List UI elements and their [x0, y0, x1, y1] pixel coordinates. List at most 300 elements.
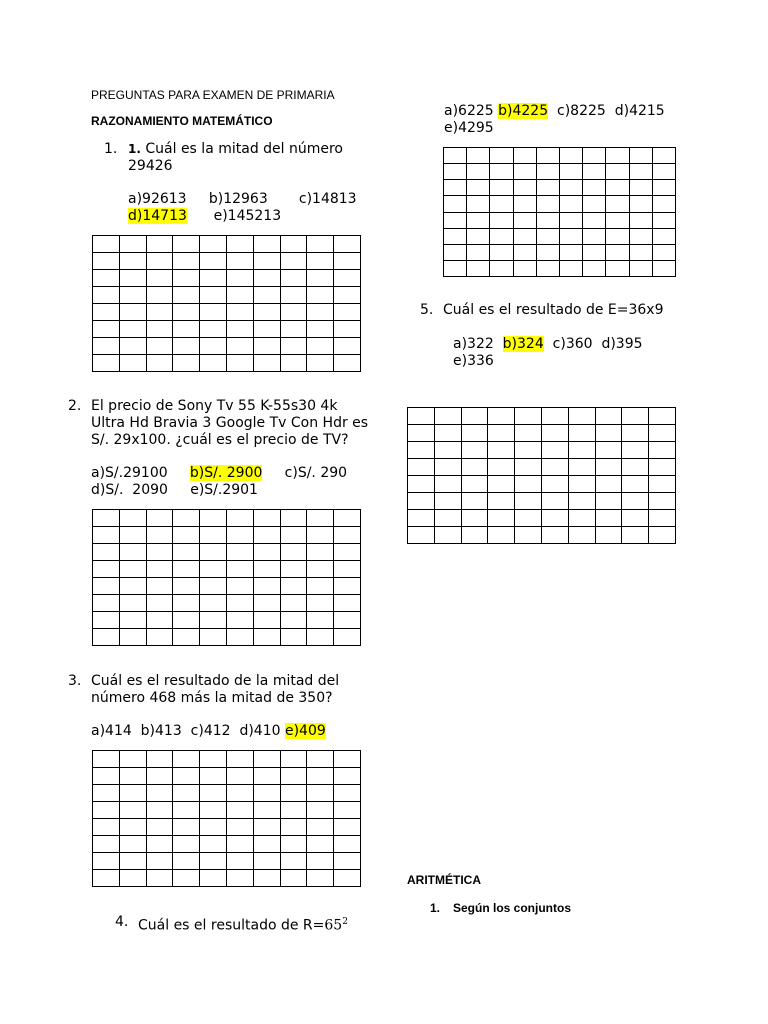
grid-cell: [444, 213, 467, 229]
q3-option-e-answer: e)409: [284, 723, 326, 739]
grid-cell: [147, 236, 174, 253]
grid-cell: [334, 321, 361, 338]
grid-cell: [490, 180, 513, 196]
q2-line1: El precio de Sony Tv 55 K-55s30 4k: [91, 398, 338, 414]
grid-cell: [467, 213, 490, 229]
grid-cell: [120, 819, 147, 836]
grid-cell: [488, 527, 515, 544]
grid-cell: [307, 236, 334, 253]
grid-cell: [120, 561, 147, 578]
grid-cell: [307, 802, 334, 819]
grid-cell: [200, 510, 227, 527]
grid-cell: [569, 476, 596, 493]
grid-cell: [254, 510, 281, 527]
grid-cell: [606, 245, 629, 261]
arithmetic-item-text: Según los conjuntos: [453, 901, 572, 915]
grid-cell: [254, 338, 281, 355]
grid-cell: [583, 245, 606, 261]
q4-options-row2: [444, 120, 494, 137]
grid-cell: [93, 768, 120, 785]
grid-cell: [120, 870, 147, 887]
section-title: RAZONAMIENTO MATEMÁTICO: [91, 114, 273, 128]
grid-cell: [630, 148, 653, 164]
grid-cell: [93, 819, 120, 836]
grid-cell: [515, 425, 542, 442]
grid-cell: [200, 853, 227, 870]
grid-cell: [334, 751, 361, 768]
grid-cell: [93, 612, 120, 629]
q2-line3: S/. 29x100. ¿cuál es el precio de TV?: [91, 432, 349, 448]
q5-option-a: a)322: [453, 336, 494, 352]
grid-cell: [200, 595, 227, 612]
grid-cell: [120, 785, 147, 802]
q3-option-b: b)413: [140, 723, 182, 739]
grid-cell: [254, 527, 281, 544]
grid-cell: [120, 612, 147, 629]
grid-cell: [254, 768, 281, 785]
grid-cell: [173, 819, 200, 836]
grid-cell: [653, 229, 676, 245]
grid-cell: [560, 245, 583, 261]
q3-option-c: c)412: [190, 723, 231, 739]
grid-cell: [408, 510, 435, 527]
grid-cell: [649, 459, 676, 476]
grid-cell: [227, 595, 254, 612]
grid-cell: [281, 819, 308, 836]
grid-cell: [173, 629, 200, 646]
grid-cell: [542, 442, 569, 459]
q5-options-row2: [453, 353, 494, 370]
grid-cell: [583, 180, 606, 196]
grid-cell: [467, 148, 490, 164]
grid-cell: [147, 321, 174, 338]
grid-cell: [120, 510, 147, 527]
grid-cell: [653, 245, 676, 261]
grid-cell: [173, 287, 200, 304]
grid-cell: [281, 561, 308, 578]
grid-cell: [307, 355, 334, 372]
grid-cell: [537, 261, 560, 277]
grid-cell: [606, 229, 629, 245]
grid-cell: [649, 476, 676, 493]
grid-cell: [408, 476, 435, 493]
grid-cell: [173, 802, 200, 819]
grid-cell: [435, 408, 462, 425]
grid-cell: [560, 180, 583, 196]
grid-cell: [281, 785, 308, 802]
grid-cell: [281, 853, 308, 870]
grid-cell: [537, 245, 560, 261]
grid-cell: [200, 561, 227, 578]
grid-cell: [542, 527, 569, 544]
grid-cell: [254, 287, 281, 304]
grid-cell: [514, 164, 537, 180]
grid-cell: [490, 164, 513, 180]
grid-cell: [334, 287, 361, 304]
grid-cell: [120, 253, 147, 270]
grid-cell: [408, 408, 435, 425]
q2-option-e: e)S/.2901: [190, 482, 258, 498]
q2-text: [91, 398, 381, 449]
grid-cell: [596, 425, 623, 442]
grid-cell: [649, 442, 676, 459]
q1-option-b: b)12963: [208, 191, 268, 207]
grid-cell: [408, 459, 435, 476]
grid-cell: [254, 785, 281, 802]
arithmetic-item-number: 1.: [430, 901, 441, 915]
grid-cell: [488, 459, 515, 476]
grid-cell: [307, 561, 334, 578]
grid-cell: [307, 510, 334, 527]
grid-cell: [606, 261, 629, 277]
grid-cell: [173, 270, 200, 287]
grid-cell: [569, 527, 596, 544]
grid-cell: [334, 768, 361, 785]
grid-cell: [537, 213, 560, 229]
grid-cell: [490, 261, 513, 277]
grid-cell: [254, 321, 281, 338]
grid-cell: [467, 245, 490, 261]
grid-cell: [120, 321, 147, 338]
grid-cell: [147, 785, 174, 802]
grid-cell: [435, 527, 462, 544]
grid-cell: [227, 802, 254, 819]
q5-option-d: d)395: [601, 336, 643, 352]
grid-cell: [93, 527, 120, 544]
grid-cell: [147, 561, 174, 578]
grid-cell: [537, 196, 560, 212]
grid-cell: [334, 561, 361, 578]
grid-cell: [334, 338, 361, 355]
grid-cell: [622, 493, 649, 510]
grid-cell: [630, 196, 653, 212]
grid-cell: [173, 544, 200, 561]
grid-cell: [227, 561, 254, 578]
grid-cell: [514, 180, 537, 196]
grid-cell: [514, 245, 537, 261]
grid-cell: [173, 355, 200, 372]
grid-cell: [542, 476, 569, 493]
q1-line1: Cuál es la mitad del número: [145, 141, 344, 157]
grid-cell: [462, 459, 489, 476]
grid-cell: [120, 853, 147, 870]
grid-cell: [653, 148, 676, 164]
grid-cell: [120, 355, 147, 372]
grid-cell: [281, 802, 308, 819]
grid-cell: [596, 408, 623, 425]
grid-cell: [147, 270, 174, 287]
grid-cell: [173, 338, 200, 355]
grid-cell: [254, 595, 281, 612]
grid-cell: [200, 802, 227, 819]
grid-cell: [120, 236, 147, 253]
arithmetic-section-title: ARITMÉTICA: [407, 873, 481, 887]
grid-cell: [560, 261, 583, 277]
grid-cell: [514, 213, 537, 229]
grid-cell: [227, 870, 254, 887]
grid-cell: [307, 321, 334, 338]
grid-cell: [173, 853, 200, 870]
grid-cell: [200, 355, 227, 372]
grid-cell: [120, 751, 147, 768]
grid-cell: [254, 355, 281, 372]
grid-cell: [444, 261, 467, 277]
grid-cell: [254, 802, 281, 819]
grid-cell: [147, 527, 174, 544]
grid-cell: [334, 527, 361, 544]
grid-cell: [488, 476, 515, 493]
grid-cell: [435, 493, 462, 510]
grid-cell: [560, 229, 583, 245]
grid-cell: [444, 196, 467, 212]
grid-cell: [227, 304, 254, 321]
grid-cell: [560, 213, 583, 229]
grid-cell: [200, 321, 227, 338]
grid-cell: [334, 819, 361, 836]
q4-text: [138, 914, 348, 935]
grid-cell: [467, 261, 490, 277]
grid-cell: [93, 561, 120, 578]
grid-cell: [560, 148, 583, 164]
grid-cell: [467, 229, 490, 245]
grid-cell: [467, 180, 490, 196]
grid-cell: [120, 578, 147, 595]
q2-options-row2: [91, 482, 258, 499]
grid-cell: [281, 270, 308, 287]
grid-cell: [542, 493, 569, 510]
grid-cell: [435, 510, 462, 527]
grid-cell: [93, 510, 120, 527]
grid-cell: [254, 870, 281, 887]
grid-cell: [490, 213, 513, 229]
grid-cell: [281, 751, 308, 768]
grid-cell: [444, 148, 467, 164]
grid-cell: [147, 304, 174, 321]
grid-cell: [281, 510, 308, 527]
grid-cell: [606, 164, 629, 180]
grid-cell: [307, 578, 334, 595]
grid-cell: [488, 442, 515, 459]
grid-cell: [173, 236, 200, 253]
grid-cell: [173, 304, 200, 321]
grid-cell: [120, 595, 147, 612]
q3-text: [91, 673, 381, 707]
grid-cell: [334, 270, 361, 287]
grid-cell: [227, 287, 254, 304]
grid-cell: [630, 245, 653, 261]
grid-cell: [120, 544, 147, 561]
grid-cell: [227, 270, 254, 287]
q1-line2: 29426: [128, 158, 173, 174]
grid-cell: [173, 578, 200, 595]
grid-cell: [653, 261, 676, 277]
grid-cell: [93, 836, 120, 853]
grid-cell: [515, 459, 542, 476]
grid-cell: [334, 629, 361, 646]
grid-cell: [307, 853, 334, 870]
grid-cell: [334, 355, 361, 372]
q4-work-grid: [443, 147, 676, 277]
grid-cell: [514, 148, 537, 164]
grid-cell: [173, 253, 200, 270]
grid-cell: [147, 751, 174, 768]
grid-cell: [334, 595, 361, 612]
q3-line2: número 468 más la mitad de 350?: [91, 690, 333, 706]
grid-cell: [281, 629, 308, 646]
grid-cell: [583, 196, 606, 212]
grid-cell: [93, 287, 120, 304]
grid-cell: [444, 180, 467, 196]
q1-option-c: c)14813: [298, 191, 357, 207]
grid-cell: [147, 819, 174, 836]
q2-option-d: d)S/. 2090: [91, 482, 168, 498]
grid-cell: [307, 270, 334, 287]
grid-cell: [630, 261, 653, 277]
grid-cell: [515, 493, 542, 510]
grid-cell: [435, 442, 462, 459]
grid-cell: [334, 836, 361, 853]
grid-cell: [200, 338, 227, 355]
q5-options-row1: [453, 336, 643, 353]
q4-options-row1: [444, 103, 665, 120]
grid-cell: [173, 561, 200, 578]
grid-cell: [93, 629, 120, 646]
q5-option-b-answer: b)324: [502, 336, 544, 352]
q2-option-c: c)S/. 290: [284, 465, 348, 481]
grid-cell: [93, 236, 120, 253]
grid-cell: [93, 544, 120, 561]
grid-cell: [120, 304, 147, 321]
grid-cell: [307, 595, 334, 612]
grid-cell: [93, 595, 120, 612]
grid-cell: [334, 253, 361, 270]
grid-cell: [120, 836, 147, 853]
grid-cell: [408, 493, 435, 510]
q4-base: 65: [324, 917, 343, 934]
grid-cell: [227, 253, 254, 270]
grid-cell: [462, 476, 489, 493]
grid-cell: [120, 768, 147, 785]
grid-cell: [281, 355, 308, 372]
grid-cell: [200, 768, 227, 785]
q1-option-d-answer: d)14713: [128, 208, 187, 224]
grid-cell: [147, 853, 174, 870]
grid-cell: [408, 442, 435, 459]
grid-cell: [622, 408, 649, 425]
grid-cell: [93, 751, 120, 768]
q1-text: [128, 141, 368, 175]
grid-cell: [488, 408, 515, 425]
grid-cell: [307, 253, 334, 270]
grid-cell: [281, 612, 308, 629]
grid-cell: [622, 510, 649, 527]
grid-cell: [606, 180, 629, 196]
grid-cell: [93, 355, 120, 372]
grid-cell: [514, 229, 537, 245]
grid-cell: [227, 236, 254, 253]
grid-cell: [254, 270, 281, 287]
grid-cell: [569, 442, 596, 459]
grid-cell: [227, 768, 254, 785]
grid-cell: [334, 612, 361, 629]
grid-cell: [93, 253, 120, 270]
grid-cell: [596, 442, 623, 459]
grid-cell: [200, 751, 227, 768]
grid-cell: [488, 493, 515, 510]
grid-cell: [281, 304, 308, 321]
grid-cell: [307, 544, 334, 561]
grid-cell: [254, 629, 281, 646]
grid-cell: [307, 287, 334, 304]
q3-option-d: d)410: [239, 723, 281, 739]
q5-text: Cuál es el resultado de E=36x9: [443, 302, 664, 318]
page-title: PREGUNTAS PARA EXAMEN DE PRIMARIA: [91, 88, 335, 102]
grid-cell: [630, 213, 653, 229]
grid-cell: [334, 853, 361, 870]
grid-cell: [435, 425, 462, 442]
grid-cell: [227, 836, 254, 853]
grid-cell: [435, 459, 462, 476]
grid-cell: [542, 425, 569, 442]
grid-cell: [173, 870, 200, 887]
q3-number: 3.: [68, 673, 82, 689]
grid-cell: [596, 476, 623, 493]
q2-work-grid: [92, 509, 361, 646]
grid-cell: [307, 819, 334, 836]
grid-cell: [307, 304, 334, 321]
grid-cell: [307, 612, 334, 629]
grid-cell: [93, 785, 120, 802]
grid-cell: [622, 476, 649, 493]
grid-cell: [649, 527, 676, 544]
grid-cell: [596, 527, 623, 544]
grid-cell: [227, 629, 254, 646]
grid-cell: [281, 870, 308, 887]
grid-cell: [93, 578, 120, 595]
q5-option-c: c)360: [552, 336, 593, 352]
grid-cell: [281, 253, 308, 270]
grid-cell: [606, 148, 629, 164]
q5-number: 5.: [420, 302, 434, 318]
grid-cell: [147, 802, 174, 819]
grid-cell: [147, 768, 174, 785]
grid-cell: [467, 196, 490, 212]
grid-cell: [307, 751, 334, 768]
grid-cell: [254, 819, 281, 836]
grid-cell: [307, 870, 334, 887]
grid-cell: [200, 270, 227, 287]
grid-cell: [542, 459, 569, 476]
grid-cell: [281, 578, 308, 595]
grid-cell: [254, 612, 281, 629]
grid-cell: [254, 578, 281, 595]
grid-cell: [653, 196, 676, 212]
grid-cell: [649, 408, 676, 425]
grid-cell: [307, 785, 334, 802]
q2-line2: Ultra Hd Bravia 3 Google Tv Con Hdr es: [91, 415, 369, 431]
grid-cell: [227, 321, 254, 338]
q4-option-e: e)4295: [444, 120, 494, 136]
grid-cell: [200, 629, 227, 646]
grid-cell: [649, 425, 676, 442]
grid-cell: [467, 164, 490, 180]
q4-question: Cuál es el resultado de R=: [138, 917, 325, 934]
grid-cell: [227, 612, 254, 629]
grid-cell: [596, 459, 623, 476]
grid-cell: [200, 836, 227, 853]
grid-cell: [462, 527, 489, 544]
grid-cell: [514, 196, 537, 212]
